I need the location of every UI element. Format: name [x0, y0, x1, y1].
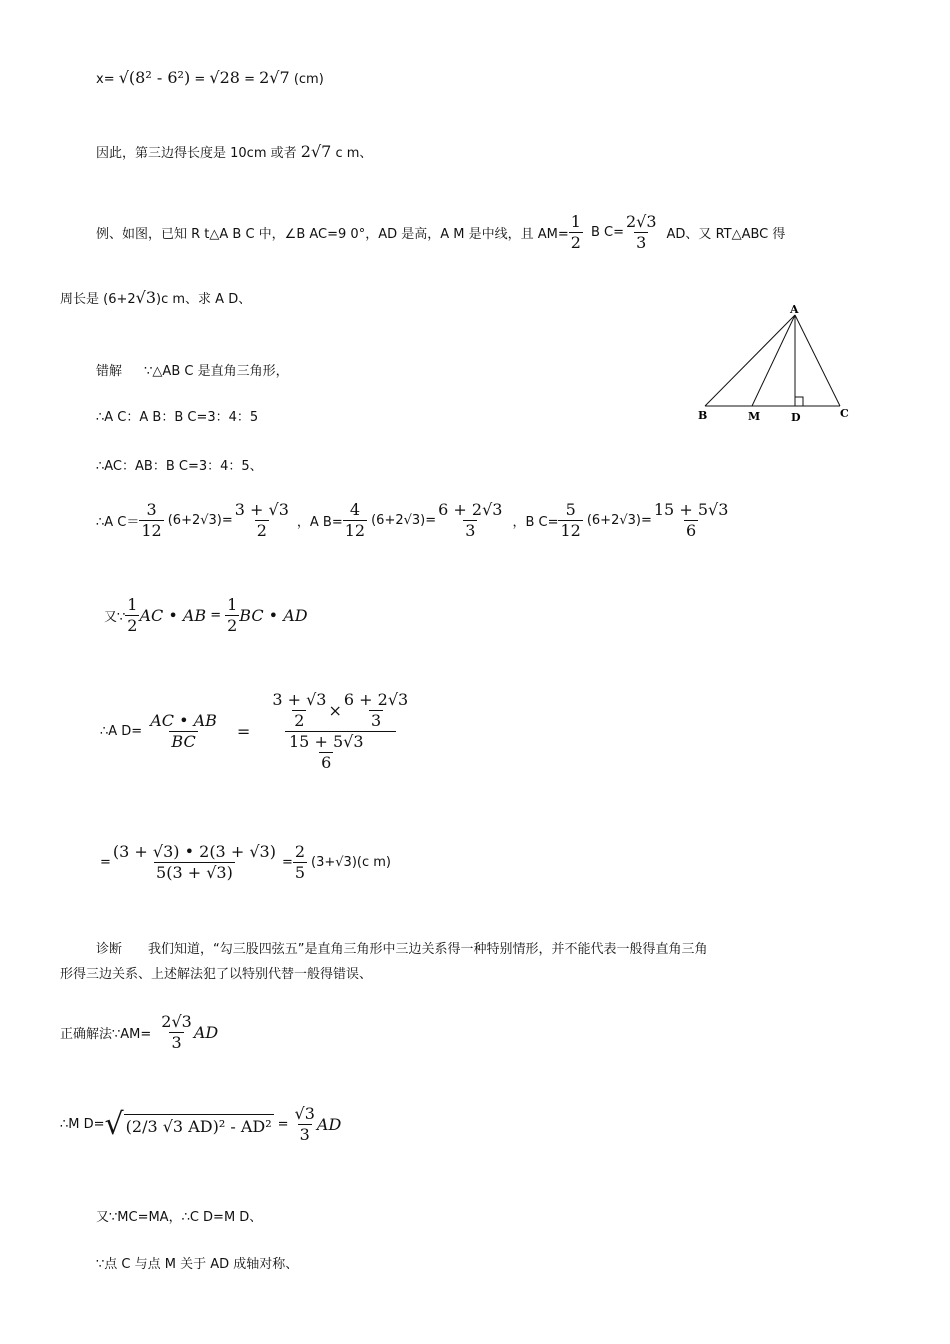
a-frac: $\frac{3 + √3}{2}$ — [272, 690, 327, 730]
sides-line — [96, 500, 730, 541]
ad-line — [100, 690, 412, 773]
two-sqrt-7: 2√7 — [259, 68, 290, 87]
md-frac: $\frac{√3}{3}$ — [294, 1104, 315, 1144]
bc-text: B C= — [590, 225, 624, 240]
ad-simplify-line — [100, 842, 391, 883]
correct-pre: 正确解法∵AM= — [60, 1027, 152, 1042]
median-am — [752, 315, 795, 406]
eq-sign: = — [194, 72, 206, 87]
side-ab — [705, 315, 795, 406]
ad-result: (3+√3)(c m) — [311, 855, 391, 870]
conclusion-text: 因此，第三边得长度是 10cm 或者 — [96, 146, 297, 161]
ab-mid: (6+2√3)= — [371, 513, 437, 528]
md-pre: ∴M D= — [60, 1117, 105, 1132]
example-text-end: AD、又 RT△ABC 得 — [666, 227, 786, 242]
ac-ratio-frac: $\frac{3}{12}$ — [141, 500, 162, 540]
ad-frac: $\frac{AC • AB}{BC}$ — [150, 711, 217, 751]
two-fifths-frac: $\frac{2}{5}$ — [294, 842, 306, 882]
bc-ratio-frac: $\frac{5}{12}$ — [560, 500, 581, 540]
wrong-solution-line — [96, 360, 289, 379]
example-text: 例、如图，已知 R t△A B C 中，∠B AC=9 0°，AD 是高，A M 是中线，且 AM= — [96, 227, 569, 242]
x-label: x= — [96, 72, 115, 87]
eq-sign: = — [277, 1117, 289, 1132]
ad-symbol: AD — [316, 1115, 342, 1134]
am-frac: $\frac{2√3}{3}$ — [161, 1012, 192, 1052]
correct-line — [60, 1012, 218, 1053]
c-frac: $\frac{15 + 5√3}{6}$ — [289, 732, 364, 772]
ratio-line-1: ∴A C：A B：B C=3：4：5 — [96, 410, 259, 425]
times-sign: × — [328, 700, 342, 720]
area-lhs: AC • AB — [139, 606, 207, 625]
perimeter-sqrt: √3 — [135, 288, 157, 307]
bc-result-frac: $\frac{15 + 5√3}{6}$ — [653, 500, 729, 540]
area-line — [104, 595, 308, 636]
ac-label: ∴A C＝ — [96, 515, 140, 530]
eq-sign: = — [244, 72, 255, 87]
ad-symbol: AD — [193, 1023, 219, 1042]
sqrt-sign: √ — [104, 1107, 124, 1142]
wrong-label: 错解 — [96, 364, 123, 379]
bc-mid: (6+2√3)= — [586, 513, 652, 528]
point-d: D — [791, 411, 801, 424]
eq-sign: = — [281, 855, 293, 870]
side-ac — [795, 315, 840, 406]
diagnosis-line-2: 形得三边关系、上述解法犯了以特别代替一般得错误、 — [60, 967, 373, 982]
fraction-2sqrt3-over-3: $\frac{2√3}{3}$ — [625, 212, 657, 252]
vertex-c: C — [840, 407, 849, 420]
fraction-half: $\frac{1}{2}$ — [570, 212, 581, 252]
half-frac-1: $\frac{1}{2}$ — [127, 595, 138, 635]
area-rhs: BC • AD — [239, 606, 308, 625]
point-m: M — [748, 410, 761, 423]
ad-pre: ∴A D= — [100, 724, 143, 739]
x-sqrt-expr: √(8² - 6²) — [118, 68, 191, 87]
diagnosis-line-1: 诊断 我们知道，“勾三股四弦五”是直角三角形中三边关系得一种特别情形，并不能代表一般得直角三角 — [96, 942, 708, 957]
vertex-b: B — [698, 409, 708, 422]
ab-label: ，A B= — [296, 515, 343, 530]
mc-line: 又∵MC=MA，∴C D=M D、 — [96, 1210, 263, 1225]
perimeter-line — [60, 288, 251, 307]
area-pre: 又∵ — [104, 610, 126, 625]
sqrt-28: √28 — [209, 68, 240, 87]
eq-sign: = — [210, 608, 222, 623]
conclusion-line — [96, 142, 372, 161]
conclusion-unit: c m、 — [335, 146, 373, 161]
vertex-a: A — [790, 303, 799, 316]
ratio-line-2: ∴AC：AB：B C=3：4：5、 — [96, 459, 263, 474]
ab-result-frac: $\frac{6 + 2√3}{3}$ — [438, 500, 503, 540]
triangle-figure — [690, 300, 860, 425]
perimeter-text: 周长是 (6+2 — [60, 292, 136, 307]
md-radicand: (2/3 √3 AD)² - AD² — [124, 1114, 274, 1136]
ad-complex-frac — [268, 690, 412, 773]
formula-x — [96, 68, 324, 87]
example-line — [96, 212, 785, 253]
right-angle-mark — [795, 397, 803, 406]
wrong-text: ∵△AB C 是直角三角形， — [144, 364, 289, 379]
md-line — [60, 1104, 341, 1145]
simplify-frac: $\frac{(3 + √3) • 2(3 + √3)}{5(3 + √3)}$ — [112, 842, 276, 882]
ab-ratio-frac: $\frac{4}{12}$ — [344, 500, 366, 540]
ac-mid: (6+2√3)= — [167, 513, 233, 528]
conclusion-value: 2√7 — [300, 142, 332, 161]
eq-sign: = — [100, 855, 111, 870]
ac-result-frac: $\frac{3 + √3}{2}$ — [234, 500, 289, 540]
symmetry-line: ∵点 C 与点 M 关于 AD 成轴对称、 — [96, 1257, 299, 1272]
perimeter-text-end: )c m、求 A D、 — [156, 292, 252, 307]
half-frac-2: $\frac{1}{2}$ — [227, 595, 238, 635]
eq-sign: = — [236, 722, 251, 741]
unit-cm: (cm) — [293, 72, 324, 87]
bc-label: ，B C= — [512, 515, 559, 530]
b-frac: $\frac{6 + 2√3}{3}$ — [343, 690, 409, 730]
